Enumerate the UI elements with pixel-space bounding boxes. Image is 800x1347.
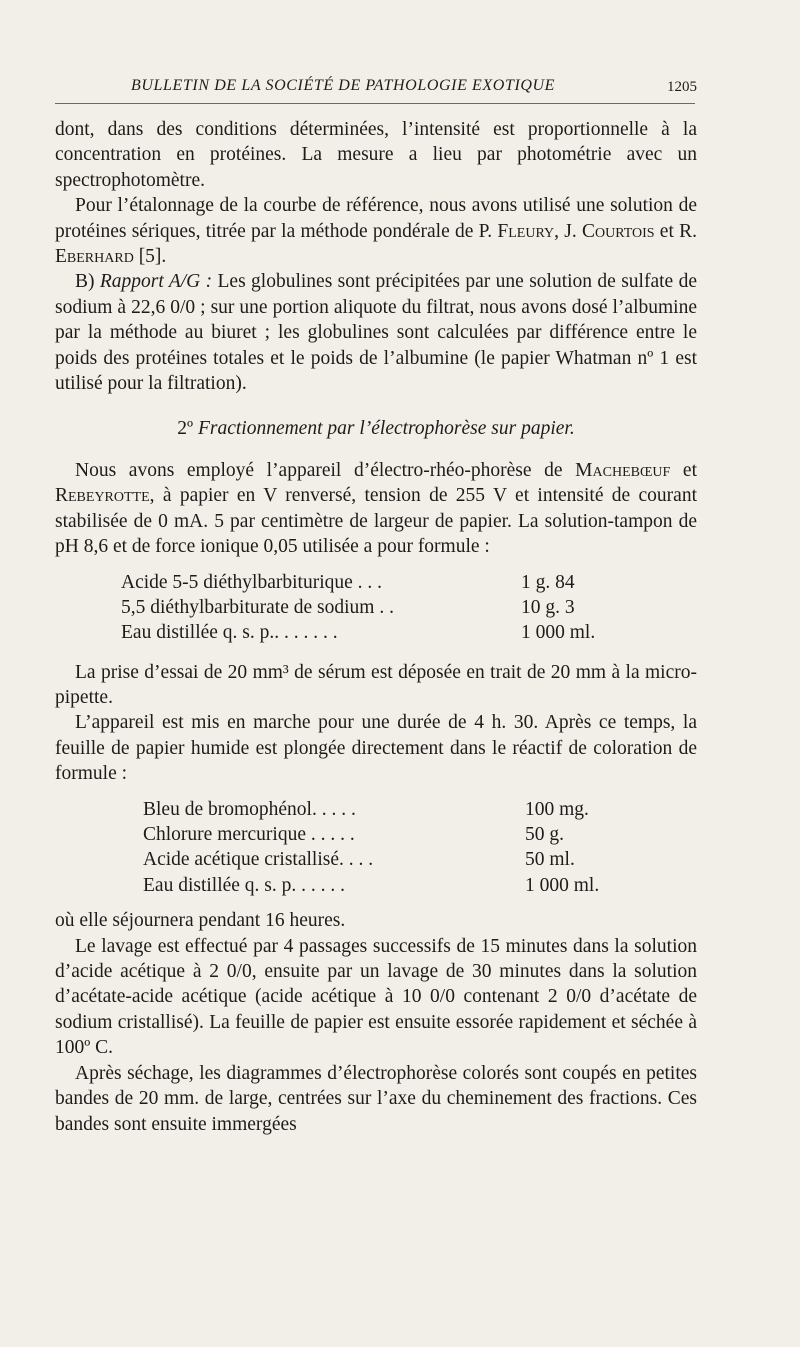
formula-row: Chlorure mercurique . . . . . 50 g. [143,824,564,846]
paragraph-9: Après séchage, les diagrammes d’électrophorèse colorés sont coupés en petites bandes de 20 mm. de large, centrées sur l’axe du cheminement des fractions. Ces bandes sont ensuite immergées [55,1062,697,1135]
paragraph-2: Pour l’étalonnage de la courbe de référence, nous avons utilisé une solution de protéines sériques, titrée par la méthode pondérale de P. Fleury, J. Courtois et R. Eberhard [5]. [55,195,697,268]
formula-row: Bleu de bromophénol. . . . . 100 mg. [143,798,589,820]
formula-row: Acide 5-5 diéthylbarbiturique . . . 1 g. 84 [121,571,575,593]
author-name: Eberhard [55,246,134,268]
formula-row: Eau distillée q. s. p.. . . . . . . 1 000 ml. [121,622,596,644]
page-number: 1205 [667,79,697,95]
formula-row: Acide acétique cristallisé. . . . 50 ml. [143,849,575,871]
paragraph-7: où elle séjournera pendant 16 heures. [55,910,346,932]
stain-formula [55,797,697,899]
buffer-formula [55,570,697,646]
paragraph-8: Le lavage est effectué par 4 passages successifs de 15 minutes dans la solution d’acide acétique à 2 0/0, ensuite par un lavage de 30 minutes dans la solution d’acétate-acide acétique (acide acétique à 10 0/0 contenant 2 0/0 d’acétate de sodium cristallisé). La feuille de papier est ensuite essorée rapidement et séchée à 100º C. [55,935,697,1059]
author-name: Fleury [497,220,555,242]
journal-title: BULLETIN DE LA SOCIÉTÉ DE PATHOLOGIE EXOTIQUE [131,77,556,94]
paragraph-1: dont, dans des conditions déterminées, l’intensité est proportionnelle à la concentration en protéines. La mesure a lieu par photométrie avec un spectrophotomètre. [55,119,697,191]
author-name: Courtois [581,220,655,242]
author-name: Rebeyrotte [55,485,150,507]
paragraph-3: B) Rapport A/G : Les globulines sont précipitées par une solution de sulfate de sodium à 22,6 0/0 ; sur une portion aliquote du filtrat, nous avons dosé l’albumine par la méthode au biuret ; les globulines sont calculées par différence entre le poids des protéines totales et le poids de l’albumine (le papier Whatman nº 1 est utilisé pour la filtration). [55,271,697,395]
formula-row: 5,5 diéthylbarbiturate de sodium . . 10 g. 3 [121,596,575,618]
formula-row: Eau distillée q. s. p. . . . . . 1 000 ml. [143,874,600,896]
author-name: Machebœuf [575,459,671,481]
running-header [55,77,695,104]
section-heading: 2º Fractionnement par l’électrophorèse sur papier. [177,418,575,440]
paragraph-6: L’appareil est mis en marche pour une durée de 4 h. 30. Après ce temps, la feuille de papier humide est plongée directement dans le réactif de coloration de formule : [55,712,697,785]
body-text [55,117,697,1137]
paragraph-5: La prise d’essai de 20 mm³ de sérum est déposée en trait de 20 mm à la micro-pipette. [55,661,697,709]
subheading-italic: Rapport A/G : [99,271,213,293]
paragraph-4: Nous avons employé l’appareil d’électro-rhéo-phorèse de Machebœuf et Rebeyrotte, à papier en V renversé, tension de 255 V et intensité de courant stabilisée de 0 mA. 5 par centimètre de largeur de papier. La solution-tampon de pH 8,6 et de force ionique 0,05 utilisée a pour formule : [55,459,697,558]
